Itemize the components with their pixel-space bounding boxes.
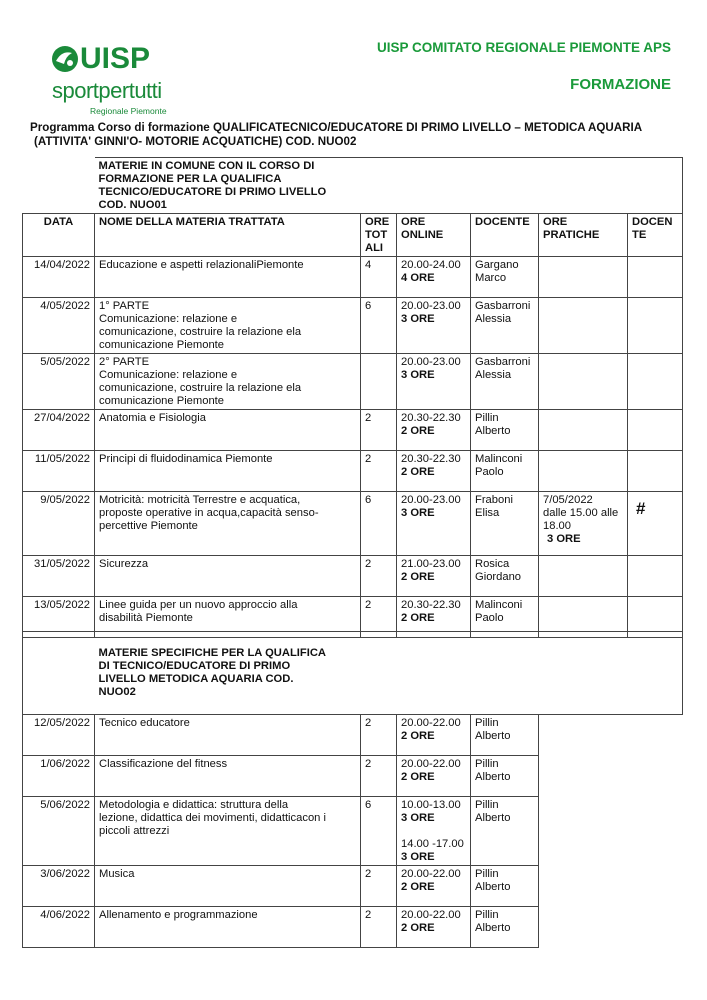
cell-ore-totali: 2 xyxy=(361,597,397,638)
cell-ore-pratiche xyxy=(539,556,628,597)
cell-date: 13/05/2022 xyxy=(23,597,95,638)
table-row xyxy=(23,298,683,354)
table-row xyxy=(23,797,539,866)
cell-ore-online: 20.00-22.00 2 ORE xyxy=(397,866,471,907)
cell-ore-pratiche xyxy=(539,354,628,410)
cell-materia: Allenamento e programmazione xyxy=(95,907,361,948)
cell-materia: Metodologia e didattica: struttura della lezione, didattica dei movimenti, didatticacon i piccoli attrezzi xyxy=(95,797,361,866)
cell-materia: Principi di fluidodinamica Piemonte xyxy=(95,451,361,492)
header-org: UISP COMITATO REGIONALE PIEMONTE APS xyxy=(376,40,671,55)
cell-date: 4/06/2022 xyxy=(23,907,95,948)
cell-ore-totali: 2 xyxy=(361,756,397,797)
cell-ore-totali xyxy=(361,354,397,410)
header xyxy=(377,40,671,93)
cell-materia: Educazione e aspetti relazionaliPiemonte xyxy=(95,257,361,298)
col-ore-totali: ORE TOT ALI xyxy=(361,214,397,257)
uisp-mark-icon xyxy=(50,44,80,74)
logo-region: Regionale Piemonte xyxy=(90,106,167,116)
cell-ore-online: 20.00-23.00 3 ORE xyxy=(397,492,471,556)
uisp-logo xyxy=(50,38,190,122)
cell-ore-totali: 4 xyxy=(361,257,397,298)
table-row xyxy=(23,715,539,756)
cell-docente: Gargano Marco xyxy=(471,257,539,298)
table-row xyxy=(23,354,683,410)
cell-docente-2 xyxy=(628,298,683,354)
cell-docente: Pillin Alberto xyxy=(471,797,539,866)
cell-date: 5/05/2022 xyxy=(23,354,95,410)
cell-date: 27/04/2022 xyxy=(23,410,95,451)
cell-ore-online: 10.00-13.00 3 ORE 14.00 -17.00 3 ORE xyxy=(397,797,471,866)
col-materia: NOME DELLA MATERIA TRATTATA xyxy=(95,214,361,257)
cell-ore-online: 20.00-22.00 2 ORE xyxy=(397,907,471,948)
cell-ore-online: 20.30-22.30 2 ORE xyxy=(397,410,471,451)
cell-date: 3/06/2022 xyxy=(23,866,95,907)
cell-docente: Pillin Alberto xyxy=(471,715,539,756)
cell-docente-2 xyxy=(628,556,683,597)
table-row xyxy=(23,556,683,597)
cell-ore-totali: 2 xyxy=(361,907,397,948)
cell-date: 14/04/2022 xyxy=(23,257,95,298)
cell-ore-online: 20.00-23.00 3 ORE xyxy=(397,354,471,410)
cell-ore-online: 20.00-22.00 2 ORE xyxy=(397,715,471,756)
table-row xyxy=(23,410,683,451)
table-header-row xyxy=(23,214,683,257)
cell-ore-totali: 6 xyxy=(361,797,397,866)
cell-docente-2 xyxy=(628,257,683,298)
cell-materia: Anatomia e Fisiologia xyxy=(95,410,361,451)
col-data: DATA xyxy=(23,214,95,257)
cell-ore-online: 21.00-23.00 2 ORE xyxy=(397,556,471,597)
cell-ore-online: 20.00-23.00 3 ORE xyxy=(397,298,471,354)
cell-materia: Tecnico educatore xyxy=(95,715,361,756)
section2-title: MATERIE SPECIFICHE PER LA QUALIFICA DI TECNICO/EDUCATORE DI PRIMO LIVELLO METODICA AQUARIA COD. NUO02 xyxy=(95,632,683,715)
logo-brand: UISP xyxy=(80,42,151,75)
cell-ore-online: 20.00-24.00 4 ORE xyxy=(397,257,471,298)
cell-ore-pratiche: 7/05/2022 dalle 15.00 alle 18.00 3 ORE xyxy=(539,492,628,556)
cell-materia: Motricità: motricità Terrestre e acquatica, proposte operative in acqua,capacità senso- percettive Piemonte xyxy=(95,492,361,556)
cell-date: 5/06/2022 xyxy=(23,797,95,866)
cell-docente: Gasbarroni Alessia xyxy=(471,298,539,354)
col-ore-online: ORE ONLINE xyxy=(397,214,471,257)
cell-docente-2 xyxy=(628,451,683,492)
table-row xyxy=(23,257,683,298)
section1-title: MATERIE IN COMUNE CON IL CORSO DI FORMAZIONE PER LA QUALIFICA TECNICO/EDUCATORE DI PRIMO LIVELLO COD. NUO01 xyxy=(95,158,683,214)
cell-materia: Musica xyxy=(95,866,361,907)
section2-header xyxy=(22,631,683,715)
program-line-1: Programma Corso di formazione QUALIFICATECNICO/EDUCATORE DI PRIMO LIVELLO – METODICA AQUARIA xyxy=(30,121,643,134)
cell-ore-pratiche xyxy=(539,451,628,492)
program-title xyxy=(30,121,670,149)
cell-docente: Pillin Alberto xyxy=(471,866,539,907)
cell-materia: Classificazione del fitness xyxy=(95,756,361,797)
cell-materia: Linee guida per un nuovo approccio alla disabilità Piemonte xyxy=(95,597,361,638)
cell-ore-pratiche xyxy=(539,410,628,451)
cell-docente: Rosica Giordano xyxy=(471,556,539,597)
table-row xyxy=(23,451,683,492)
cell-date: 12/05/2022 xyxy=(23,715,95,756)
col-docente-2: DOCEN TE xyxy=(628,214,683,257)
col-ore-pratiche: ORE PRATICHE xyxy=(539,214,628,257)
cell-ore-totali: 2 xyxy=(361,866,397,907)
cell-ore-totali: 6 xyxy=(361,298,397,354)
cell-ore-totali: 6 xyxy=(361,492,397,556)
cell-docente-2 xyxy=(628,410,683,451)
cell-ore-online: 20.30-22.30 2 ORE xyxy=(397,597,471,638)
cell-date: 31/05/2022 xyxy=(23,556,95,597)
cell-materia: 1° PARTE Comunicazione: relazione e comunicazione, costruire la relazione ela comunicazione Piemonte xyxy=(95,298,361,354)
header-section: FORMAZIONE xyxy=(570,76,671,93)
schedule-table-specific xyxy=(22,714,539,948)
cell-ore-online: 20.00-22.00 2 ORE xyxy=(397,756,471,797)
cell-materia: Sicurezza xyxy=(95,556,361,597)
cell-docente: Pillin Alberto xyxy=(471,907,539,948)
cell-date: 4/05/2022 xyxy=(23,298,95,354)
table-row xyxy=(23,756,539,797)
schedule-table-common xyxy=(22,157,683,638)
cell-docente: Gasbarroni Alessia xyxy=(471,354,539,410)
cell-docente-2: # xyxy=(628,492,683,556)
cell-materia: 2° PARTE Comunicazione: relazione e comunicazione, costruire la relazione ela comunicazione Piemonte xyxy=(95,354,361,410)
cell-date: 1/06/2022 xyxy=(23,756,95,797)
cell-ore-totali: 2 xyxy=(361,715,397,756)
cell-docente: Malinconi Paolo xyxy=(471,451,539,492)
cell-ore-pratiche xyxy=(539,257,628,298)
table-row xyxy=(23,866,539,907)
cell-ore-totali: 2 xyxy=(361,556,397,597)
cell-date: 9/05/2022 xyxy=(23,492,95,556)
table-row xyxy=(23,907,539,948)
cell-ore-totali: 2 xyxy=(361,451,397,492)
col-docente: DOCENTE xyxy=(471,214,539,257)
cell-date: 11/05/2022 xyxy=(23,451,95,492)
cell-ore-totali: 2 xyxy=(361,410,397,451)
table-row xyxy=(23,492,683,556)
cell-ore-online: 20.30-22.30 2 ORE xyxy=(397,451,471,492)
cell-docente: Pillin Alberto xyxy=(471,410,539,451)
cell-ore-pratiche xyxy=(539,298,628,354)
cell-docente: Fraboni Elisa xyxy=(471,492,539,556)
cell-docente-2 xyxy=(628,354,683,410)
program-line-2: (ATTIVITA' GINNI'O- MOTORIE ACQUATICHE) COD. NUO02 xyxy=(34,135,357,148)
cell-docente: Malinconi Paolo xyxy=(471,597,539,638)
cell-docente: Pillin Alberto xyxy=(471,756,539,797)
logo-tagline: sportpertutti xyxy=(52,78,162,103)
